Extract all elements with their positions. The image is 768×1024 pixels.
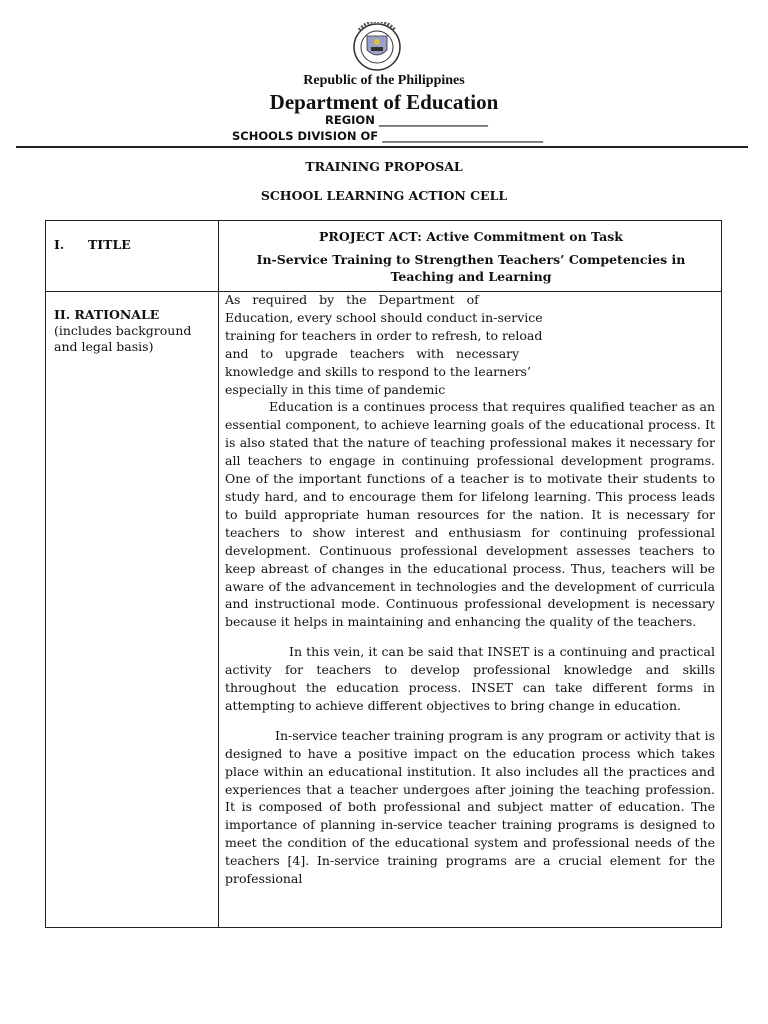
title-row-text: TITLE [88, 237, 131, 252]
intro-line: training for teachers in order to refresh, to reload [225, 327, 543, 343]
header-divider [16, 146, 748, 148]
project-name: PROJECT ACT: Active Commitment on Task [319, 229, 623, 244]
department-heading: Department of Education [269, 90, 499, 114]
rationale-paragraph-2: In this vein, it can be said that INSET is a continuing and practical activity for teachers to develop professional knowledge and skills throughout the education process. INSET can take different forms in attempting to achieve different objectives to bring change in education. [225, 644, 715, 713]
rationale-paragraph-3: In-service teacher training program is any program or activity that is designed to have a positive impact on the education process which takes place within an educational institution. It also includes all the practices and experiences that a teacher undergoes after joining the teaching profession. It is composed of both professional and subject matter of education. The importance of planning in-service teacher training programs is designed to meet the condition of the educational system and professional needs of the teachers [4]. In-service training programs are a crucial element for the professional [225, 727, 715, 887]
column-divider [218, 221, 219, 927]
rationale-paragraph-1: Education is a continues process that requires qualified teacher as an essential component, to achieve learning goals of the educational process. It is also stated that the nature of teaching professional makes it necessary for all teachers to engage in continuing professional development programs. One of the important functions of a teacher is to motivate their students to study hard, and to encourage them for lifelong learning. This process leads to build appropriate human resources for the nation. It is necessary for teachers to show interest and enthusiasm for continuing professional development. Continuous professional development assesses teachers to keep abreast of changes in the educational process. Thus, teachers will be aware of the advancement in technologies and the development of curricula and instructional mode. Continuous professional development is necessary because it helps in maintaining and enhancing the quality of the teachers. [225, 399, 715, 630]
intro-line: As required by the Department of [225, 292, 479, 307]
intro-line: Education, every school should conduct in-service [225, 309, 543, 325]
region-line: REGION ___________________ [325, 113, 489, 127]
intro-line: especially in this time of pandemic [225, 381, 446, 397]
division-line: SCHOOLS DIVISION OF ____________________________ [232, 129, 544, 143]
project-subject: In-Service Training to Strengthen Teachers’ Competencies in Teaching and Learning [256, 252, 686, 284]
rationale-body [225, 291, 715, 888]
rationale-note: (includes background and legal basis) [54, 323, 192, 354]
proposal-table [45, 220, 722, 928]
title-row-number: I. [54, 237, 65, 252]
deped-seal-icon [337, 22, 417, 72]
republic-heading: Republic of the Philippines [303, 73, 465, 88]
intro-line: knowledge and skills to respond to the learners’ [225, 363, 531, 379]
rationale-heading: II. RATIONALE [54, 307, 160, 322]
document-subtitle: SCHOOL LEARNING ACTION CELL [260, 188, 508, 203]
intro-line: and to upgrade teachers with necessary [225, 345, 520, 361]
rationale-row-label [54, 307, 214, 355]
document-title: TRAINING PROPOSAL [305, 159, 463, 174]
title-row-label [54, 237, 131, 252]
